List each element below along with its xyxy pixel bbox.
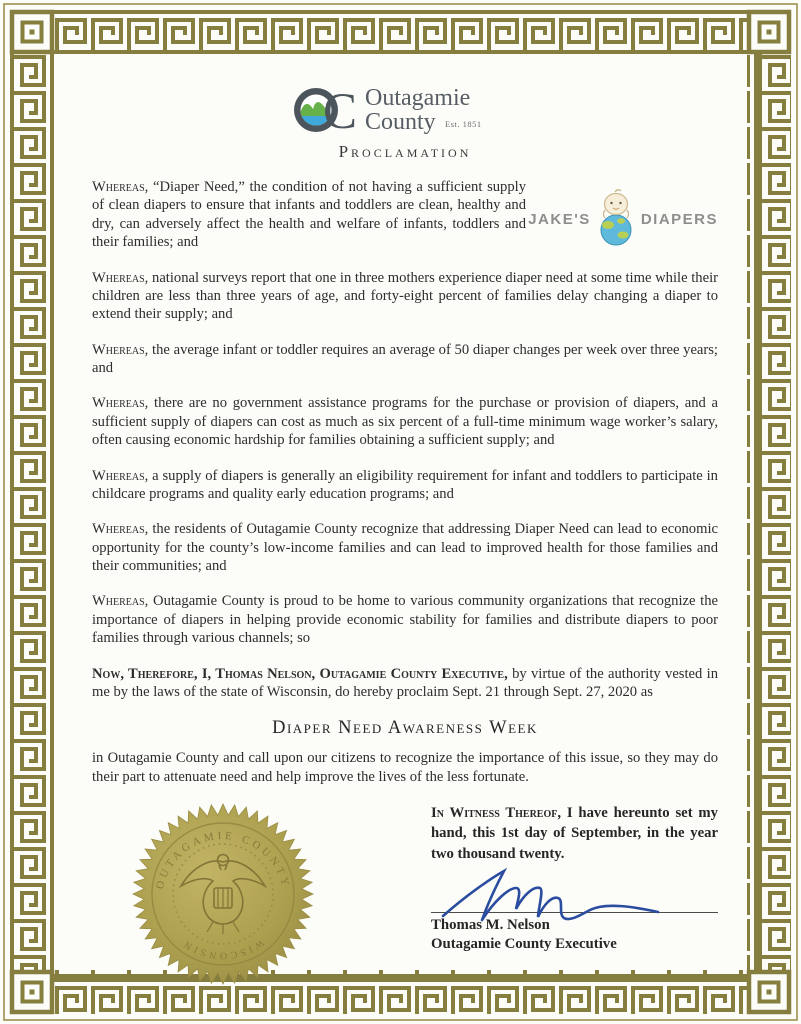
org-name-line1: Outagamie (365, 85, 471, 111)
baby-on-globe-icon (593, 188, 639, 250)
witness-block (431, 803, 718, 985)
seal-ring-text-top: OUTAGAMIE COUNTY (153, 829, 293, 891)
county-logo (92, 80, 718, 138)
gold-seal (132, 803, 314, 985)
closing-paragraph: in Outagamie County and call upon our citizens to recognize the importance of this issue, so they may do their part to attenuate need and help improve the lives of the less fortunate. (92, 750, 718, 785)
whereas-paragraph (92, 178, 526, 252)
jakes-diapers-logo (528, 188, 718, 250)
org-name-line2: County (365, 109, 436, 135)
witness-text: In Witness Thereof, I have hereunto set my hand, this 1st day of September, in the year two thousand twenty. (431, 805, 718, 862)
established-label: Est. 1851 (445, 119, 482, 129)
document-body (92, 80, 718, 985)
jakes-word: JAKE'S (528, 210, 591, 228)
diapers-word: DIAPERS (640, 210, 718, 228)
whereas-paragraph: Whereas, Outagamie County is proud to be home to various community organizations that recognize the importance of diapers in helping provide economic stability for families and distribute diapers to poor families through various channels; so (92, 593, 718, 647)
proclamation-paragraph: Now, Therefore, I, Thomas Nelson, Outagamie County Executive, by virtue of the authority vested in me by the laws of the state of Wisconsin, do hereby proclaim Sept. 21 through Sept. 27, 2020 as (92, 665, 719, 700)
proclamation-lead: Now, Therefore, I, Thomas Nelson, Outagamie County Executive, (92, 665, 508, 682)
week-title: Diaper Need Awareness Week (272, 718, 538, 739)
signatory-title: Outagamie County Executive (431, 936, 617, 953)
signature-block (431, 866, 718, 955)
signature-icon (425, 866, 665, 928)
logo-letter-c: C (323, 84, 358, 138)
whereas-paragraph: Whereas, there are no government assistance programs for the purchase or provision of diapers, and a sufficient supply of diapers can cost as much as six percent of a full-time minimum wage worker’s salary, often causing economic hardship for families obtaining a sufficient supply; and (92, 395, 718, 449)
whereas-paragraph: Whereas, a supply of diapers is generally an eligibility requirement for infant and toddlers to participate in childcare programs and quality early education programs; and (92, 467, 718, 502)
signatory-name: Thomas M. Nelson (431, 916, 550, 933)
whereas-paragraph: Whereas, national surveys report that one in three mothers experience diaper need at some time while their children are less than three years of age, and forty-eight percent of families delay changing a diaper to extend their supply; and (92, 269, 718, 323)
seal-ring-text-bottom: WISCONSIN (180, 936, 266, 961)
whereas-paragraph: Whereas, the average infant or toddler requires an average of 50 diaper changes per week over three years; and (92, 341, 718, 376)
county-seal-icon (132, 803, 314, 985)
document-title: Proclamation (338, 142, 472, 161)
outagamie-county-logo-icon (289, 80, 521, 138)
whereas-paragraph: Whereas, the residents of Outagamie County recognize that addressing Diaper Need can lead to economic opportunity for the county’s low-income families and can lead to improved health for those families and their communities; and (92, 521, 718, 574)
whereas-text: “Diaper Need,” the condition of not having a sufficient supply of clean diapers to ensure that infants and toddlers are clean, healthy and dry, can adversely affect the health and welfare of infants, toddlers and their families; and (92, 179, 526, 251)
whereas-lead: Whereas, (92, 179, 149, 195)
